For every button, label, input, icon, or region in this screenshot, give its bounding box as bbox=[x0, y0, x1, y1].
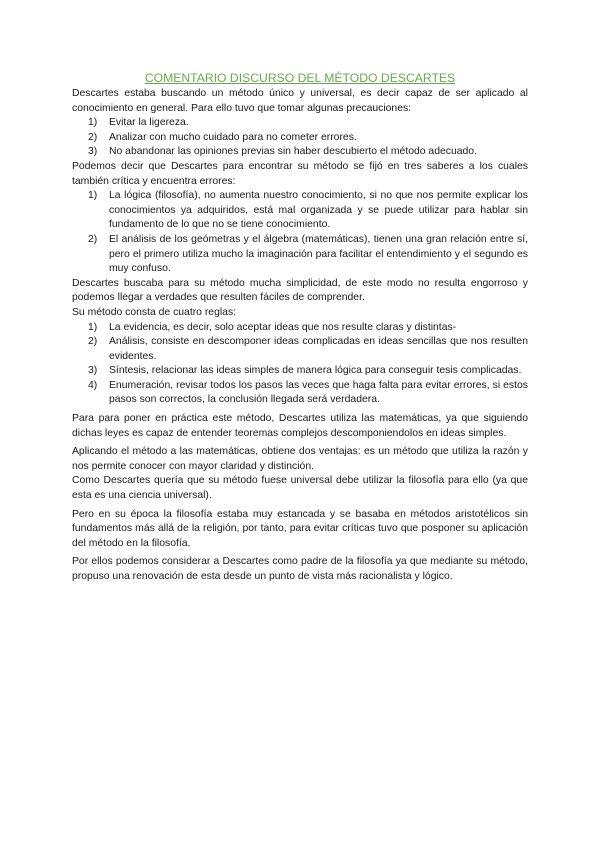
list-item-text: Evitar la ligereza. bbox=[109, 117, 189, 129]
list-number: 4) bbox=[88, 379, 98, 391]
list-item-text: Análisis, consiste en descomponer ideas complicadas en ideas sencillas que nos resulten evidentes. bbox=[109, 336, 528, 362]
rules-list bbox=[72, 321, 528, 409]
list-number: 3) bbox=[88, 146, 98, 158]
document-title: COMENTARIO DISCURSO DEL MÉTODO DESCARTES bbox=[144, 71, 456, 85]
list-item bbox=[88, 364, 528, 379]
list-number: 2) bbox=[88, 336, 98, 348]
list-item bbox=[88, 379, 528, 408]
list-item bbox=[88, 321, 528, 336]
saberes-list bbox=[72, 189, 528, 277]
list-item-text: La evidencia, es decir, solo aceptar ideas que nos resulte claras y distintas- bbox=[109, 321, 457, 333]
precautions-list bbox=[72, 116, 528, 160]
list-item-text: El análisis de los geómetras y el álgebra (matemáticas), tienen una gran relación entre sí, pero el primero utiliza mucho la imaginación para facilitar el entendimiento y el segundo es muy confuso. bbox=[109, 233, 528, 275]
list-item bbox=[88, 145, 528, 160]
body-paragraph: Por ellos podemos considerar a Descartes como padre de la filosofía ya que mediante su método, propuso una renovación de esta desde un punto de vista más racionalista y lógico. bbox=[72, 556, 528, 582]
list-item bbox=[88, 335, 528, 364]
list-item-text: Síntesis, relacionar las ideas simples de manera lógica para conseguir tesis complicadas. bbox=[109, 365, 522, 377]
intro-paragraph: Descartes estaba buscando un método único y universal, es decir capaz de ser aplicado al conocimiento en general. Para ello tuvo que tomar algunas precauciones: bbox=[72, 88, 528, 114]
body-paragraph: Como Descartes quería que su método fuese universal debe utilizar la filosofía para ello (ya que esta es una ciencia universal). bbox=[72, 475, 528, 502]
list-number: 2) bbox=[88, 131, 98, 143]
rules-intro-paragraph: Su método consta de cuatro reglas: bbox=[72, 306, 237, 318]
list-item bbox=[88, 131, 528, 146]
list-item-text: Analizar con mucho cuidado para no cometer errores. bbox=[109, 131, 357, 143]
body-paragraph: Aplicando el método a las matemáticas, obtiene dos ventajas: es un método que utiliza la razón y nos permite conocer con mayor claridad y distinción. bbox=[72, 446, 528, 472]
list-number: 3) bbox=[88, 365, 98, 377]
saberes-intro-paragraph: Podemos decir que Descartes para encontrar su método se fijó en tres saberes a los cuales también crítica y encuentra errores: bbox=[72, 160, 528, 187]
list-item-text: La lógica (filosofía), no aumenta nuestro conocimiento, si no que nos permite explicar los conocimientos ya adquiridos, está mal organizada y se puede utilizar para hablar sin fundamento de lo que no se tiene conocimiento. bbox=[109, 190, 528, 231]
body-paragraph: Pero en su época la filosofía estaba muy estancada y se basaba en métodos aristotélicos sin fundamentos más allá de la religión, por tanto, para evitar críticas tuvo que posponer su aplicación del método en la filosofía. bbox=[72, 508, 528, 549]
list-item-text: No abandonar las opiniones previas sin haber descubierto el método adecuado. bbox=[109, 146, 477, 158]
list-item bbox=[88, 116, 528, 131]
body-paragraph: Para para poner en práctica este método, Descartes utiliza las matemáticas, ya que siguiendo dichas leyes es capaz de entender teoremas complejos descomponiendolos en ideas simples. bbox=[72, 413, 528, 439]
list-item-text: Enumeración, revisar todos los pasos las veces que haga falta para evitar errores, si estos pasos son correctos, la conclusión llegada será verdadera. bbox=[109, 379, 528, 406]
list-item bbox=[88, 189, 528, 233]
list-number: 1) bbox=[88, 190, 98, 202]
simplicity-paragraph: Descartes buscaba para su método mucha simplicidad, de este modo no resulta engorroso y podemos llegar a verdades que resulten fáciles de comprender. bbox=[72, 277, 528, 304]
list-number: 1) bbox=[88, 117, 98, 129]
list-number: 1) bbox=[88, 321, 98, 333]
list-item bbox=[88, 233, 528, 277]
list-number: 2) bbox=[88, 233, 98, 245]
